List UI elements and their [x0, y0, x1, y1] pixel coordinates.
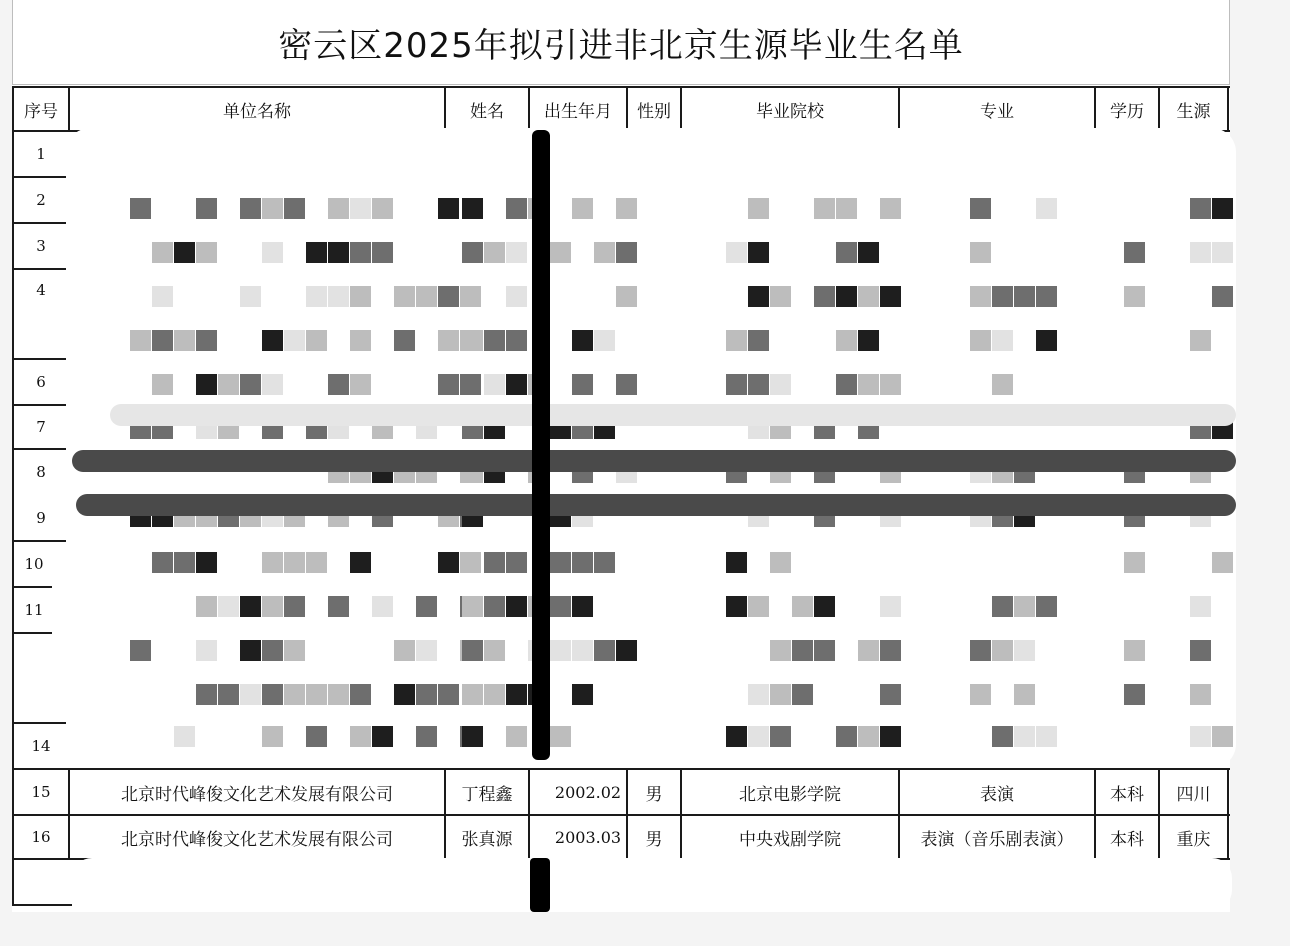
redaction-pixel: [462, 596, 483, 617]
redaction-pixel: [218, 596, 239, 617]
redaction-pixel: [836, 286, 857, 307]
redaction-mask: [72, 858, 1232, 910]
redaction-pixel: [880, 640, 901, 661]
redaction-pixel: [506, 596, 527, 617]
redaction-pixel: [616, 374, 637, 395]
redaction-pixel: [572, 198, 593, 219]
redaction-pixel: [262, 596, 283, 617]
redaction-pixel: [328, 684, 349, 705]
redaction-pixel: [1212, 198, 1233, 219]
row-gender: 男: [645, 829, 663, 850]
redaction-band: [110, 404, 1236, 426]
redaction-pixel: [992, 726, 1013, 747]
row-name: 张真源: [461, 829, 513, 850]
redaction-pixel: [306, 286, 327, 307]
redaction-pixel: [550, 726, 571, 747]
redaction-pixel: [174, 552, 195, 573]
redaction-marker: [530, 858, 550, 912]
redaction-pixel: [306, 684, 327, 705]
header-school: 毕业院校: [756, 101, 824, 122]
redaction-pixel: [814, 596, 835, 617]
redaction-pixel: [726, 374, 747, 395]
redaction-pixel: [152, 374, 173, 395]
redaction-pixel: [438, 374, 459, 395]
redaction-pixel: [572, 640, 593, 661]
redaction-pixel: [416, 596, 437, 617]
redaction-pixel: [1036, 726, 1057, 747]
redaction-pixel: [970, 330, 991, 351]
redaction-pixel: [350, 726, 371, 747]
row-name: 丁程鑫: [461, 784, 513, 805]
row-number: 14: [31, 737, 51, 755]
redaction-pixel: [196, 198, 217, 219]
document-title: 密云区2025年拟引进非北京生源毕业生名单: [12, 0, 1230, 85]
redaction-pixel: [506, 198, 527, 219]
redaction-pixel: [970, 242, 991, 263]
redaction-pixel: [174, 726, 195, 747]
redaction-pixel: [550, 640, 571, 661]
redaction-pixel: [460, 374, 481, 395]
redaction-pixel: [1124, 286, 1145, 307]
redaction-pixel: [438, 330, 459, 351]
redaction-pixel: [484, 684, 505, 705]
redaction-pixel: [550, 242, 571, 263]
redaction-pixel: [462, 684, 483, 705]
redaction-pixel: [1190, 640, 1211, 661]
redaction-pixel: [240, 198, 261, 219]
redaction-pixel: [438, 684, 459, 705]
redaction-pixel: [726, 330, 747, 351]
redaction-pixel: [484, 242, 505, 263]
redaction-pixel: [1014, 596, 1035, 617]
table-rule: [12, 632, 52, 634]
redaction-pixel: [1036, 596, 1057, 617]
redaction-pixel: [284, 596, 305, 617]
row-number: 10: [24, 555, 44, 573]
row-number: 7: [36, 418, 46, 436]
redaction-band: [76, 494, 1236, 516]
redaction-pixel: [484, 552, 505, 573]
redaction-pixel: [836, 726, 857, 747]
row-number: 1: [36, 145, 46, 163]
redaction-pixel: [1190, 198, 1211, 219]
redaction-pixel: [506, 242, 527, 263]
redaction-pixel: [748, 596, 769, 617]
redaction-pixel: [506, 726, 527, 747]
redaction-pixel: [372, 726, 393, 747]
redaction-pixel: [438, 286, 459, 307]
redaction-pixel: [152, 330, 173, 351]
redaction-pixel: [306, 726, 327, 747]
redaction-pixel: [350, 242, 371, 263]
row-school: 北京电影学院: [739, 784, 841, 805]
row-number: 9: [36, 509, 46, 527]
redaction-pixel: [416, 640, 437, 661]
redaction-pixel: [284, 198, 305, 219]
redaction-pixel: [416, 684, 437, 705]
redaction-pixel: [594, 330, 615, 351]
redaction-pixel: [284, 552, 305, 573]
redaction-pixel: [284, 640, 305, 661]
redaction-pixel: [394, 640, 415, 661]
header-birth: 出生年月: [544, 101, 612, 122]
redaction-pixel: [992, 374, 1013, 395]
redaction-pixel: [616, 198, 637, 219]
row-number: 4: [36, 281, 46, 299]
table-rule: [12, 904, 72, 906]
redaction-pixel: [1190, 684, 1211, 705]
redaction-pixel: [880, 286, 901, 307]
redaction-pixel: [858, 640, 879, 661]
redaction-pixel: [218, 684, 239, 705]
redaction-pixel: [284, 330, 305, 351]
redaction-pixel: [770, 726, 791, 747]
header-unit: 单位名称: [223, 101, 291, 122]
row-unit: 北京时代峰俊文化艺术发展有限公司: [121, 784, 393, 805]
redaction-pixel: [880, 726, 901, 747]
redaction-pixel: [748, 726, 769, 747]
redaction-pixel: [372, 596, 393, 617]
redaction-pixel: [196, 640, 217, 661]
redaction-pixel: [462, 330, 483, 351]
redaction-pixel: [372, 242, 393, 263]
row-number: 11: [24, 601, 44, 619]
redaction-pixel: [1014, 684, 1035, 705]
redaction-pixel: [792, 684, 813, 705]
redaction-pixel: [1190, 242, 1211, 263]
redaction-pixel: [484, 640, 505, 661]
redaction-pixel: [130, 640, 151, 661]
redaction-pixel: [328, 286, 349, 307]
redaction-pixel: [792, 596, 813, 617]
redaction-pixel: [814, 198, 835, 219]
redaction-pixel: [240, 596, 261, 617]
redaction-pixel: [394, 330, 415, 351]
redaction-pixel: [858, 242, 879, 263]
redaction-pixel: [770, 286, 791, 307]
redaction-pixel: [1190, 726, 1211, 747]
redaction-pixel: [240, 684, 261, 705]
redaction-pixel: [462, 198, 483, 219]
redaction-pixel: [484, 374, 505, 395]
table-rule: [1227, 86, 1229, 132]
redaction-pixel: [572, 596, 593, 617]
redaction-pixel: [1212, 242, 1233, 263]
redaction-pixel: [594, 242, 615, 263]
redaction-pixel: [726, 242, 747, 263]
redaction-pixel: [462, 726, 483, 747]
redaction-pixel: [1212, 726, 1233, 747]
redaction-pixel: [174, 242, 195, 263]
redaction-pixel: [328, 596, 349, 617]
redaction-pixel: [814, 286, 835, 307]
header-degree: 学历: [1110, 101, 1144, 122]
redaction-pixel: [438, 552, 459, 573]
redaction-pixel: [262, 374, 283, 395]
redaction-pixel: [1036, 198, 1057, 219]
table-rule: [528, 768, 530, 860]
redaction-pixel: [880, 596, 901, 617]
redaction-pixel: [462, 242, 483, 263]
redaction-pixel: [1014, 640, 1035, 661]
redaction-pixel: [328, 242, 349, 263]
redaction-pixel: [1190, 596, 1211, 617]
header-name: 姓名: [470, 101, 504, 122]
row-birth: 2002.02: [554, 782, 622, 802]
redaction-pixel: [726, 552, 747, 573]
row-unit: 北京时代峰俊文化艺术发展有限公司: [121, 829, 393, 850]
redaction-pixel: [970, 198, 991, 219]
redaction-pixel: [594, 552, 615, 573]
redaction-pixel: [748, 684, 769, 705]
row-number: 8: [36, 463, 46, 481]
redaction-pixel: [748, 198, 769, 219]
redaction-pixel: [174, 330, 195, 351]
redaction-pixel: [328, 198, 349, 219]
redaction-pixel: [770, 640, 791, 661]
redaction-pixel: [484, 330, 505, 351]
redaction-pixel: [262, 684, 283, 705]
redaction-pixel: [130, 330, 151, 351]
row-school: 中央戏剧学院: [739, 829, 841, 850]
redaction-pixel: [792, 640, 813, 661]
redaction-pixel: [306, 552, 327, 573]
redaction-pixel: [836, 198, 857, 219]
redaction-pixel: [328, 374, 349, 395]
redaction-pixel: [1124, 552, 1145, 573]
redaction-pixel: [152, 552, 173, 573]
redaction-pixel: [550, 596, 571, 617]
redaction-pixel: [858, 330, 879, 351]
redaction-mask: [66, 128, 1236, 768]
redaction-pixel: [970, 286, 991, 307]
redaction-pixel: [1036, 330, 1057, 351]
header-seq: 序号: [24, 101, 58, 122]
redaction-pixel: [572, 374, 593, 395]
redaction-pixel: [1014, 286, 1035, 307]
table-rule: [1227, 768, 1229, 860]
row-gender: 男: [645, 784, 663, 805]
redaction-pixel: [1036, 286, 1057, 307]
redaction-pixel: [196, 242, 217, 263]
redaction-pixel: [726, 596, 747, 617]
row-origin: 重庆: [1176, 829, 1211, 850]
redaction-pixel: [748, 330, 769, 351]
header-gender: 性别: [637, 101, 671, 122]
redaction-pixel: [262, 242, 283, 263]
row-seq: 15: [31, 783, 51, 801]
redaction-pixel: [572, 684, 593, 705]
redaction-pixel: [594, 640, 615, 661]
redaction-pixel: [262, 330, 283, 351]
redaction-pixel: [992, 286, 1013, 307]
redaction-pixel: [836, 330, 857, 351]
redaction-pixel: [506, 552, 527, 573]
redaction-pixel: [572, 552, 593, 573]
row-seq: 16: [31, 828, 51, 846]
redaction-pixel: [616, 242, 637, 263]
redaction-pixel: [814, 640, 835, 661]
redaction-pixel: [416, 726, 437, 747]
redaction-pixel: [880, 198, 901, 219]
redaction-pixel: [1014, 726, 1035, 747]
row-number: 6: [36, 373, 46, 391]
redaction-pixel: [748, 374, 769, 395]
redaction-pixel: [770, 552, 791, 573]
row-degree: 本科: [1110, 784, 1144, 805]
redaction-pixel: [506, 374, 527, 395]
redaction-pixel: [770, 374, 791, 395]
redaction-pixel: [748, 286, 769, 307]
redaction-pixel: [196, 330, 217, 351]
row-number: 3: [36, 237, 46, 255]
redaction-band: [72, 450, 1236, 472]
redaction-pixel: [262, 552, 283, 573]
redaction-pixel: [196, 552, 217, 573]
row-major: 表演（音乐剧表演）: [920, 829, 1074, 850]
redaction-pixel: [196, 684, 217, 705]
redaction-marker: [532, 130, 550, 760]
redaction-pixel: [550, 552, 571, 573]
redaction-pixel: [460, 552, 481, 573]
redaction-pixel: [152, 242, 173, 263]
redaction-pixel: [460, 286, 481, 307]
redaction-pixel: [262, 198, 283, 219]
redaction-pixel: [970, 640, 991, 661]
redaction-pixel: [992, 596, 1013, 617]
redaction-pixel: [462, 640, 483, 661]
redaction-pixel: [1212, 286, 1233, 307]
redaction-pixel: [372, 198, 393, 219]
row-major: 表演: [980, 784, 1014, 805]
redaction-pixel: [506, 684, 527, 705]
row-number: 2: [36, 191, 46, 209]
redaction-pixel: [1212, 552, 1233, 573]
redaction-pixel: [1190, 330, 1211, 351]
redaction-pixel: [350, 374, 371, 395]
redaction-pixel: [616, 640, 637, 661]
redaction-pixel: [196, 596, 217, 617]
redaction-pixel: [858, 374, 879, 395]
redaction-pixel: [880, 374, 901, 395]
redaction-pixel: [438, 198, 459, 219]
redaction-pixel: [350, 286, 371, 307]
redaction-pixel: [1124, 242, 1145, 263]
redaction-pixel: [350, 684, 371, 705]
redaction-pixel: [992, 640, 1013, 661]
redaction-pixel: [196, 374, 217, 395]
redaction-pixel: [416, 286, 437, 307]
redaction-pixel: [836, 242, 857, 263]
row-origin: 四川: [1176, 784, 1211, 805]
row-birth: 2003.03: [554, 827, 622, 847]
redaction-pixel: [240, 286, 261, 307]
redaction-pixel: [748, 242, 769, 263]
redaction-pixel: [240, 374, 261, 395]
redaction-pixel: [130, 198, 151, 219]
redaction-pixel: [306, 330, 327, 351]
redaction-pixel: [262, 640, 283, 661]
redaction-pixel: [218, 374, 239, 395]
redaction-pixel: [1124, 640, 1145, 661]
redaction-pixel: [572, 330, 593, 351]
redaction-pixel: [1124, 684, 1145, 705]
redaction-pixel: [394, 684, 415, 705]
redaction-pixel: [306, 242, 327, 263]
redaction-pixel: [770, 684, 791, 705]
redaction-pixel: [484, 596, 505, 617]
redaction-pixel: [858, 726, 879, 747]
redaction-pixel: [284, 684, 305, 705]
redaction-pixel: [240, 640, 261, 661]
redaction-pixel: [726, 726, 747, 747]
redaction-pixel: [858, 286, 879, 307]
redaction-pixel: [394, 286, 415, 307]
redaction-pixel: [152, 286, 173, 307]
header-major: 专业: [980, 101, 1014, 122]
redaction-pixel: [880, 684, 901, 705]
redaction-pixel: [350, 330, 371, 351]
header-origin: 生源: [1176, 101, 1211, 122]
redaction-pixel: [506, 330, 527, 351]
redaction-pixel: [836, 374, 857, 395]
redaction-pixel: [616, 286, 637, 307]
redaction-pixel: [992, 330, 1013, 351]
redaction-pixel: [970, 684, 991, 705]
redaction-pixel: [262, 726, 283, 747]
redaction-pixel: [350, 552, 371, 573]
row-degree: 本科: [1110, 829, 1144, 850]
redaction-pixel: [506, 286, 527, 307]
redaction-pixel: [350, 198, 371, 219]
